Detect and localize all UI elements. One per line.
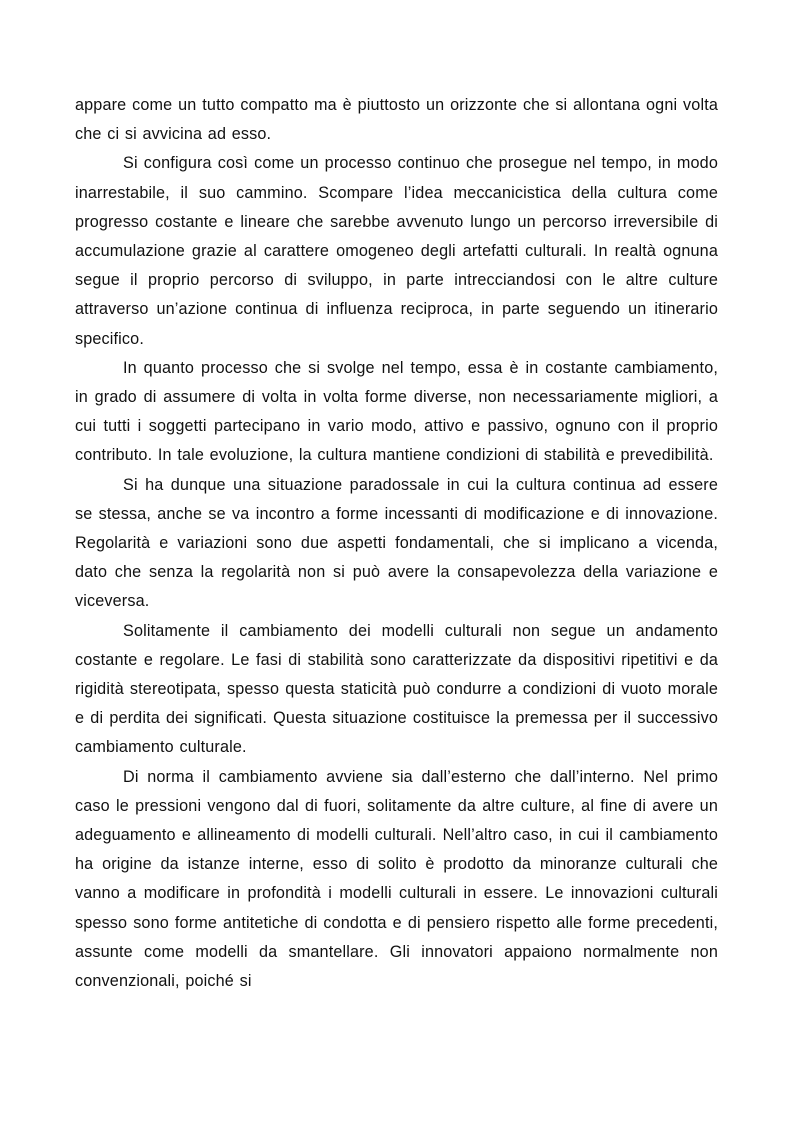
paragraph: Si ha dunque una situazione paradossale in cui la cultura continua ad essere se stessa, anche se va incontro a forme incessanti di modificazione e di innovazione. Regolarità e variazioni sono due aspetti fondamentali, che si implicano a vicenda, dato che senza la regolarità non si può avere la consapevolezza della variazione e viceversa. (75, 475, 718, 611)
paragraph: Di norma il cambiamento avviene sia dall’esterno che dall’interno. Nel primo caso le pressioni vengono dal di fuori, solitamente da altre culture, al fine di avere un adeguamento e allineamento di modelli culturali. Nell’altro caso, in cui il cambiamento ha origine da istanze interne, esso di solito è prodotto da minoranze culturali che vanno a modificare in profondità i modelli culturali in essere. Le innovazioni culturali spesso sono forme antitetiche di condotta e di pensiero rispetto alle forme precedenti, assunte come modelli da smantellare. Gli innovatori appaiono normalmente non convenzionali, poiché si (75, 767, 718, 991)
paragraph: Si configura così come un processo continuo che prosegue nel tempo, in modo inarrestabile, il suo cammino. Scompare l’idea meccanicistica della cultura come progresso costante e lineare che sarebbe avvenuto lungo un percorso irreversibile di accumulazione grazie al carattere omogeneo degli artefatti culturali. In realtà ognuna segue il proprio percorso di sviluppo, in parte intrecciandosi con le altre culture attraverso un’azione continua di influenza reciproca, in parte seguendo un itinerario specifico. (75, 154, 718, 348)
paragraph-continued: appare come un tutto compatto ma è piuttosto un orizzonte che si allontana ogni volta che ci si avvicina ad esso. (75, 96, 718, 144)
paragraph: In quanto processo che si svolge nel tempo, essa è in costante cambiamento, in grado di assumere di volta in volta forme diverse, non necessariamente migliori, a cui tutti i soggetti partecipano in vario modo, attivo e passivo, ognuno con il proprio contributo. In tale evoluzione, la cultura mantiene condizioni di stabilità e prevedibilità. (75, 358, 718, 465)
body-text (75, 91, 718, 996)
paragraph: Solitamente il cambiamento dei modelli culturali non segue un andamento costante e regolare. Le fasi di stabilità sono caratterizzate da dispositivi ripetitivi e da rigidità stereotipata, spesso questa staticità può condurre a condizioni di vuoto morale e di perdita dei significati. Questa situazione costituisce la premessa per il successivo cambiamento culturale. (75, 621, 718, 757)
